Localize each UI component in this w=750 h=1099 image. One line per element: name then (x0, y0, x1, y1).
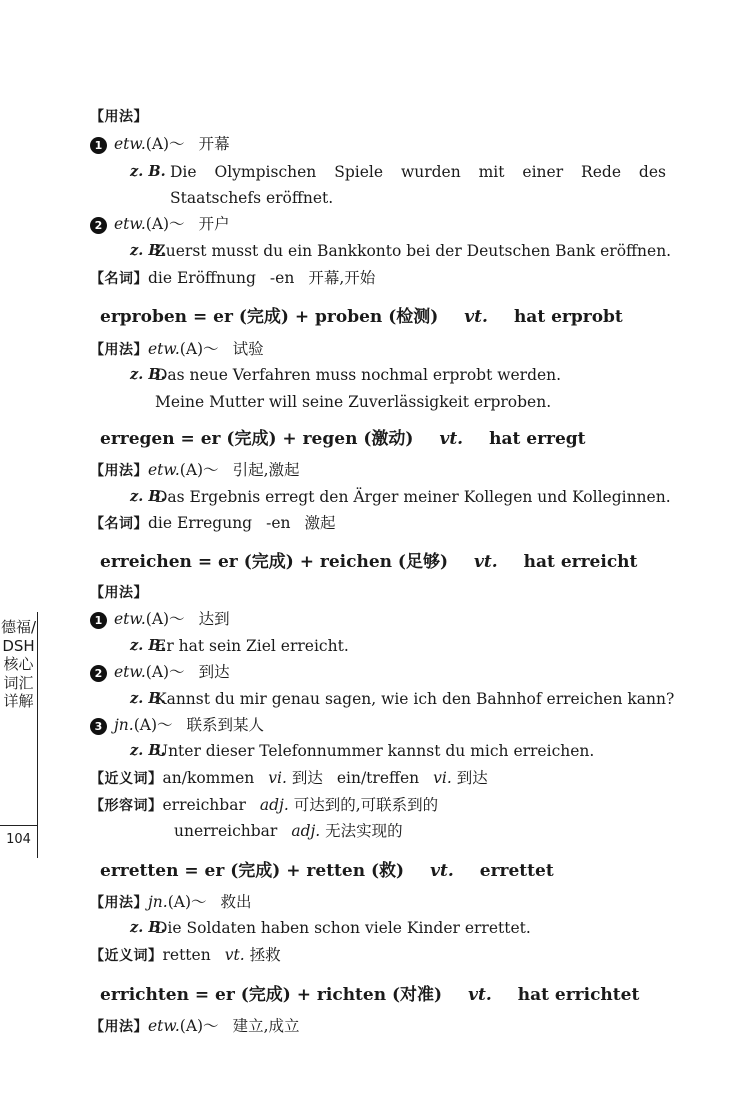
stem: regen (302, 429, 358, 449)
stem: reichen (319, 552, 392, 572)
item-number-badge: 2 (90, 217, 107, 234)
stem-meaning: (对准) (392, 985, 443, 1005)
meaning: 到达 (198, 663, 230, 681)
usage-row (0, 1013, 750, 1039)
example-sentence: Er hat sein Ziel erreicht. (155, 637, 349, 655)
case-marker: (A)～ (145, 135, 185, 153)
example-sentence: Die Soldaten haben schon viele Kinder errettet. (155, 919, 531, 937)
usage-label: 【用法】 (90, 585, 148, 601)
prefix-meaning: (完成) (230, 861, 281, 881)
prefix: er (217, 552, 238, 572)
usage-item (0, 712, 750, 738)
item-number-badge: 2 (90, 665, 107, 682)
perfect-form: hat erprobt (513, 307, 623, 327)
object-case: etw. (148, 461, 180, 479)
usage-item (0, 131, 750, 157)
headword: erretten (100, 861, 179, 881)
perfect-form: hat errichtet (517, 985, 640, 1005)
case-marker: (A)～ (145, 663, 185, 681)
prefix: er (213, 307, 233, 327)
object-case: etw. (114, 610, 146, 628)
example-sentence: Das neue Verfahren muss nochmal erprobt werden. (155, 366, 562, 384)
usage-row (0, 580, 750, 606)
noun-meaning: 激起 (304, 514, 336, 532)
usage-row (0, 457, 750, 483)
usage-label: 【用法】 (90, 342, 148, 358)
object-case: jn. (114, 716, 134, 734)
usage-row (0, 889, 750, 915)
object-case: etw. (114, 215, 146, 233)
prefix: er (204, 861, 225, 881)
example-row (0, 915, 750, 941)
usage-item (0, 211, 750, 237)
noun-word: die Eröffnung (148, 269, 256, 287)
noun-label: 【名词】 (90, 516, 148, 532)
example-sentence: Die Olympischen Spiele wurden mit einer Rede des (170, 163, 666, 181)
meaning: 救出 (220, 893, 252, 911)
stem: retten (306, 861, 366, 881)
object-case: etw. (148, 1017, 180, 1035)
word-type: vt. (224, 946, 245, 964)
perfect-form: hat erreicht (523, 552, 638, 572)
meaning: 开幕 (198, 135, 230, 153)
item-number-badge: 1 (90, 137, 107, 154)
entry-heading-erregen (0, 424, 750, 454)
example-row (0, 362, 750, 388)
entry-heading-erproben (0, 302, 750, 332)
example-row (0, 159, 750, 185)
plus-sign: + (299, 552, 314, 572)
meaning: 试验 (232, 340, 264, 358)
synonym-row (0, 765, 750, 791)
usage-row (0, 336, 750, 362)
example-label: z. B. (130, 488, 166, 505)
word-type: vt. (474, 552, 498, 572)
example-label: z. B. (130, 242, 166, 259)
synonym-word: an/kommen (162, 769, 255, 787)
plus-sign: + (296, 985, 311, 1005)
case-marker: (A)～ (179, 461, 219, 479)
case-marker: (A)～ (145, 215, 185, 233)
meaning: 开户 (198, 215, 230, 233)
example-row (0, 484, 750, 510)
plus-sign: + (282, 429, 297, 449)
synonym-meaning: 拯救 (249, 946, 281, 964)
equals-sign: = (184, 861, 199, 881)
side-divider (0, 825, 38, 826)
noun-label: 【名词】 (90, 271, 148, 287)
book-title: 德福/DSH核心词汇详解 (0, 618, 37, 710)
object-case: etw. (148, 340, 180, 358)
stem-meaning: (救) (371, 861, 405, 881)
meaning: 联系到某人 (186, 716, 265, 734)
stem-meaning: (检测) (388, 307, 439, 327)
case-marker: (A)～ (167, 893, 207, 911)
example-label: z. B. (130, 690, 166, 707)
noun-row (0, 265, 750, 291)
case-marker: (A)～ (145, 610, 185, 628)
word-type: vt. (430, 861, 454, 881)
synonym-meaning: 到达 (291, 769, 323, 787)
word-type: vt. (439, 429, 464, 449)
example-sentence: Das Ergebnis erregt den Ärger meiner Kollegen und Kolleginnen. (155, 488, 671, 506)
synonym-meaning: 到达 (456, 769, 488, 787)
object-case: etw. (114, 135, 146, 153)
example-label: z. B. (130, 637, 166, 654)
side-tab (0, 612, 38, 858)
noun-plural: -en (266, 514, 291, 532)
example-row (0, 738, 750, 764)
example-row (0, 633, 750, 659)
adjective-meaning: 可达到的,可联系到的 (293, 796, 439, 814)
prefix-meaning: (完成) (238, 307, 289, 327)
perfect-form: errettet (479, 861, 554, 881)
usage-row (0, 104, 750, 130)
example-label: z. B. (130, 742, 166, 759)
noun-row (0, 510, 750, 536)
example-label: z. B. (130, 919, 166, 936)
synonym-word: retten (162, 946, 211, 964)
entry-heading-erretten (0, 856, 750, 886)
example-label: z. B. (130, 163, 166, 180)
stem: richten (316, 985, 387, 1005)
meaning: 引起,激起 (232, 461, 300, 479)
example-row-continued (0, 389, 750, 415)
synonym-word: ein/treffen (336, 769, 420, 787)
meaning: 达到 (198, 610, 230, 628)
equals-sign: = (194, 985, 210, 1005)
usage-label: 【用法】 (90, 109, 148, 125)
adjective-label: 【形容词】 (90, 798, 163, 814)
headword: erregen (100, 429, 175, 449)
example-sentence: Zuerst musst du ein Bankkonto bei der Deutschen Bank eröffnen. (155, 242, 672, 260)
usage-item (0, 606, 750, 632)
example-sentence: Kannst du mir genau sagen, wie ich den Bahnhof erreichen kann? (155, 690, 675, 708)
adjective-row (0, 792, 750, 818)
word-type: adj. (291, 822, 321, 840)
example-label: z. B. (130, 366, 166, 383)
equals-sign: = (197, 552, 213, 572)
noun-meaning: 开幕,开始 (308, 269, 376, 287)
synonym-row (0, 942, 750, 968)
adjective-word: unerreichbar (174, 822, 278, 840)
usage-label: 【用法】 (90, 463, 148, 479)
adjective-word: erreichbar (162, 796, 246, 814)
word-type: vt. (468, 985, 492, 1005)
example-sentence: Unter dieser Telefonnummer kannst du mich erreichen. (155, 742, 595, 760)
case-marker: (A)～ (133, 716, 173, 734)
prefix-meaning: (完成) (240, 985, 291, 1005)
stem: proben (315, 307, 383, 327)
meaning: 建立,成立 (232, 1017, 300, 1035)
example-sentence: Meine Mutter will seine Zuverlässigkeit erproben. (155, 393, 552, 411)
synonym-label: 【近义词】 (90, 771, 163, 787)
prefix: er (200, 429, 221, 449)
case-marker: (A)～ (179, 340, 219, 358)
stem-meaning: (激动) (363, 429, 414, 449)
item-number-badge: 3 (90, 718, 107, 735)
adjective-meaning: 无法实现的 (325, 822, 403, 840)
usage-label: 【用法】 (90, 895, 148, 911)
usage-item (0, 659, 750, 685)
example-sentence-continued: Staatschefs eröffnet. (170, 189, 334, 207)
perfect-form: hat erregt (489, 429, 586, 449)
plus-sign: + (286, 861, 301, 881)
prefix-meaning: (完成) (243, 552, 294, 572)
example-row (0, 238, 750, 264)
usage-label: 【用法】 (90, 1019, 148, 1035)
equals-sign: = (180, 429, 195, 449)
plus-sign: + (294, 307, 310, 327)
noun-plural: -en (269, 269, 295, 287)
headword: errichten (100, 985, 189, 1005)
item-number-badge: 1 (90, 612, 107, 629)
page-number: 104 (6, 832, 31, 847)
word-type: vi. (268, 769, 287, 787)
example-row-continued (0, 185, 750, 211)
object-case: etw. (114, 663, 146, 681)
adjective-row-continued (0, 818, 750, 844)
stem-meaning: (足够) (397, 552, 449, 572)
word-type: adj. (259, 796, 289, 814)
headword: erreichen (100, 552, 192, 572)
prefix: er (215, 985, 235, 1005)
word-type: vi. (433, 769, 452, 787)
word-type: vt. (464, 307, 488, 327)
prefix-meaning: (完成) (226, 429, 277, 449)
noun-word: die Erregung (148, 514, 253, 532)
entry-heading-erreichen (0, 547, 750, 577)
synonym-label: 【近义词】 (90, 948, 163, 964)
object-case: jn. (148, 893, 168, 911)
headword: erproben (100, 307, 188, 327)
example-row (0, 686, 750, 712)
case-marker: (A)～ (179, 1017, 219, 1035)
entry-heading-errichten (0, 980, 750, 1010)
equals-sign: = (192, 307, 208, 327)
